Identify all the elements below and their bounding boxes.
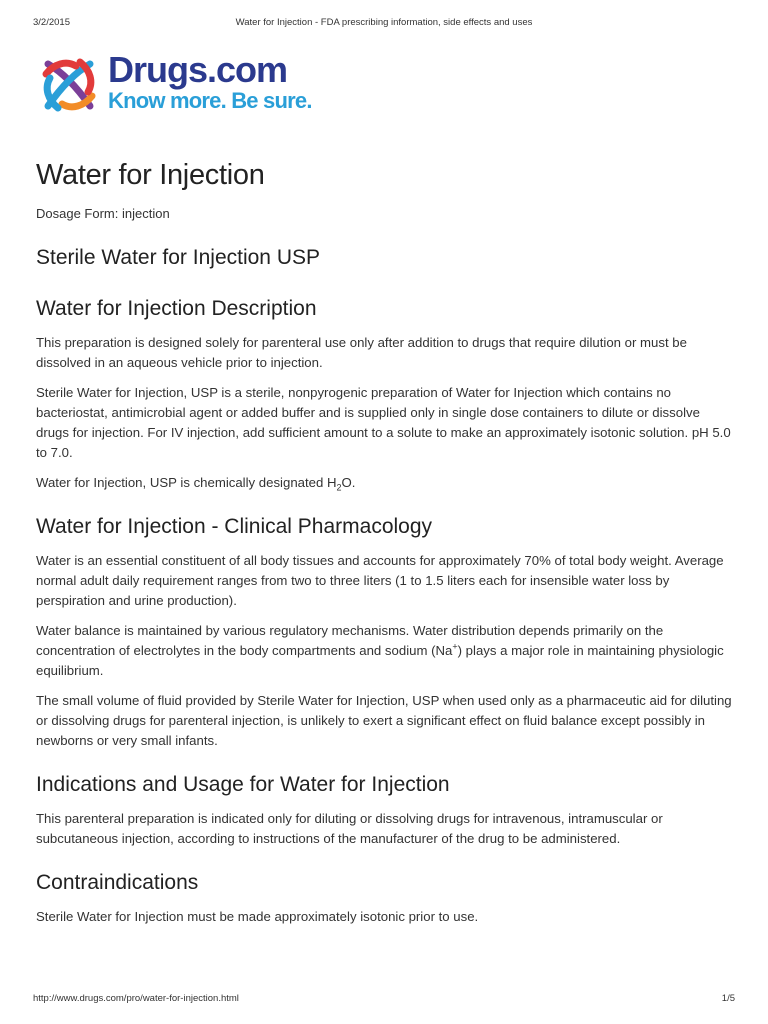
- page-number: 1/5: [721, 993, 735, 1004]
- dosage-form-value: injection: [122, 206, 170, 221]
- description-paragraph-3: [36, 473, 736, 493]
- pharmacology-paragraph-3: The small volume of fluid provided by Sterile Water for Injection, USP when used only as a pharmaceutic aid for diluting or dissolving drugs for parenteral injection, is unlikely to exert a significant effect on fluid balance except possibly in newborns or very small infants.: [36, 693, 732, 748]
- indications-paragraph: This parenteral preparation is indicated only for diluting or dissolving drugs for intravenous, intramuscular or subcutaneous injection, according to instructions of the manufacturer of the drug to be administered.: [36, 811, 663, 846]
- pharmacology-paragraph-1: Water is an essential constituent of all body tissues and accounts for approximately 70% of total body weight. Average normal adult daily requirement ranges from two to three liters (1 to 1.5 liters each for insensible water loss by perspiration and urine production).: [36, 553, 724, 608]
- description-paragraph-2: Sterile Water for Injection, USP is a sterile, nonpyrogenic preparation of Water for Injection which contains no bacteriostat, antimicrobial agent or added buffer and is supplied only in single dose containers to dilute or dissolve drugs for injection. For IV injection, add sufficient amount to a solute to make an approximately isotonic solution. pH 5.0 to 7.0.: [36, 385, 731, 460]
- description-paragraph-1: This preparation is designed solely for parenteral use only after addition to drugs that require dilution or must be dissolved in an aqueous vehicle prior to injection.: [36, 335, 687, 370]
- dosage-form: [36, 205, 736, 223]
- brand-tagline: Know more. Be sure.: [108, 88, 312, 113]
- subtitle-heading: Sterile Water for Injection USP: [36, 246, 320, 269]
- pharmacology-p2-text-end: ) plays a major role in maintaining physiologic equilibrium.: [36, 643, 724, 678]
- contraindications-paragraph: Sterile Water for Injection must be made approximately isotonic prior to use.: [36, 909, 479, 924]
- drugs-com-logo[interactable]: [36, 50, 336, 120]
- page-title: Water for Injection: [36, 159, 265, 191]
- print-footer: [0, 993, 768, 1007]
- drugs-com-logo-mark-icon: [36, 52, 102, 118]
- brand-name: Drugs.com: [108, 49, 288, 90]
- pharmacology-paragraph-2: [36, 621, 736, 681]
- indications-heading: Indications and Usage for Water for Injection: [36, 773, 450, 796]
- pharmacology-p2-text: Water balance is maintained by various regulatory mechanisms. Water distribution depends primarily on the concentration of electrolytes in the body compartments and sodium (Na: [36, 623, 664, 658]
- formula-text: Water for Injection, USP is chemically designated H: [36, 475, 337, 490]
- print-header: [0, 17, 768, 31]
- contraindications-heading: Contraindications: [36, 871, 199, 894]
- description-heading: Water for Injection Description: [36, 297, 317, 320]
- pharmacology-heading: Water for Injection - Clinical Pharmacology: [36, 515, 433, 538]
- print-url: http://www.drugs.com/pro/water-for-injection.html: [33, 993, 239, 1004]
- formula-text-end: O.: [341, 475, 356, 490]
- formula-subscript: 2: [336, 482, 342, 493]
- article-content: [36, 156, 736, 927]
- print-date: 3/2/2015: [33, 17, 70, 28]
- print-document-title: Water for Injection - FDA prescribing information, side effects and uses: [235, 17, 533, 28]
- dosage-form-label: Dosage Form:: [36, 206, 119, 221]
- sodium-superscript: +: [452, 641, 458, 652]
